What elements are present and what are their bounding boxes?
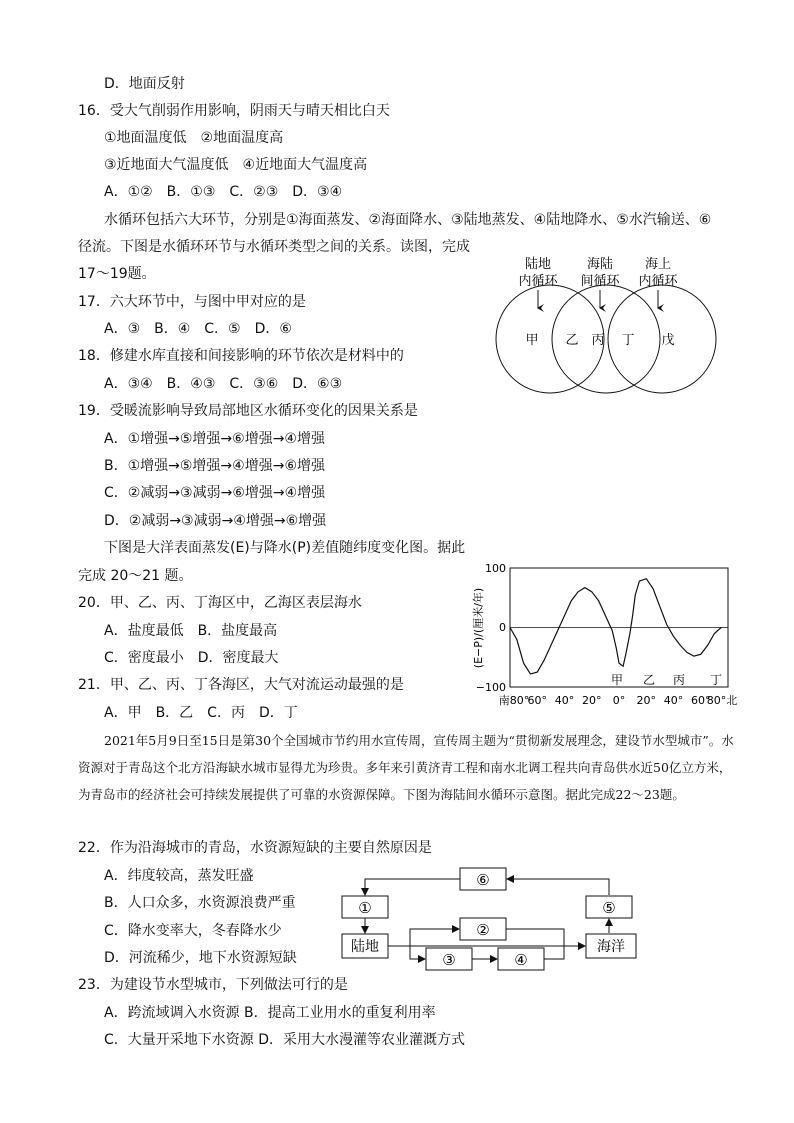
xtick-3: 20° <box>582 694 602 707</box>
water-cycle-diagram <box>336 860 652 980</box>
q19-option-d: D．②减弱→③减弱→④增强→⑥增强 <box>104 513 327 529</box>
q19-stem: 19．受暖流影响导致局部地区水循环变化的因果关系是 <box>78 403 418 419</box>
node-2-label: ② <box>476 921 490 939</box>
arrow-5-to-6 <box>507 879 609 895</box>
zone-label-ding: 丁 <box>709 673 723 687</box>
intro-17-19-line1: 水循环包括六大环节，分别是①海面蒸发、②海面降水、③陆地蒸发、④陆地降水、⑤水汽输送、⑥ <box>104 212 712 228</box>
q21-stem: 21．甲、乙、丙、丁各海区，大气对流运动最强的是 <box>78 677 404 693</box>
zone-label-bing: 丙 <box>672 673 686 687</box>
venn-circle-land <box>496 285 604 393</box>
intro-17-19-line3: 17～19题。 <box>78 266 156 282</box>
zone-label-jia: 甲 <box>610 673 624 687</box>
q19-option-b: B．①增强→⑤增强→④增强→⑥增强 <box>104 458 325 474</box>
q20-options-ab: A．盐度最低 B．盐度最高 <box>104 623 278 639</box>
xtick-8: 80°北 <box>706 694 738 707</box>
ytick-minus100: −100 <box>475 681 506 694</box>
node-1-label: ① <box>358 899 372 917</box>
node-land-label: 陆地 <box>351 939 379 955</box>
q21-options: A．甲 B．乙 C．丙 D．丁 <box>104 705 298 721</box>
q18-stem: 18．修建水库直接和间接影响的环节依次是材料中的 <box>78 348 404 364</box>
q16-stem: 16．受大气削弱作用影响，阴雨天与晴天相比白天 <box>78 103 390 119</box>
q16-statements-1: ①地面温度低 ②地面温度高 <box>104 130 284 146</box>
node-6-label: ⑥ <box>476 871 490 889</box>
node-3-label: ③ <box>442 951 456 969</box>
xtick-5: 20° <box>636 694 656 707</box>
arrow-land-to-3 <box>410 946 425 959</box>
ep-latitude-chart <box>466 558 742 710</box>
node-4-label: ④ <box>514 951 528 969</box>
q22-option-c: C．降水变率大，冬春降水少 <box>104 923 282 939</box>
node-5-label: ⑤ <box>602 899 616 917</box>
venn-region-jia: 甲 <box>525 333 539 348</box>
q19-option-a: A．①增强→⑤增强→⑥增强→④增强 <box>104 431 325 447</box>
xtick-1: 60° <box>527 694 547 707</box>
q19-option-c: C．②减弱→③减弱→⑥增强→④增强 <box>104 485 326 501</box>
node-ocean-label: 海洋 <box>597 939 625 955</box>
venn-region-ding: 丁 <box>621 333 635 348</box>
zone-label-yi: 乙 <box>642 673 656 687</box>
venn-header-sealand-1: 海陆 <box>586 257 614 272</box>
q17-stem: 17．六大环节中，与图中甲对应的是 <box>78 294 306 310</box>
q23-options-cd: C．大量开采地下水资源 D．采用大水漫灌等农业灌溉方式 <box>104 1032 466 1048</box>
venn-region-bing: 丙 <box>591 333 605 348</box>
venn-header-land-1: 陆地 <box>524 257 552 272</box>
intro-20-21-line2: 完成 20～21 题。 <box>78 568 193 584</box>
arrow-2-to-ocean <box>506 929 564 946</box>
venn-header-sea-2: 内循环 <box>638 274 678 289</box>
intro-17-19-line2: 径流。下图是水循环环节与水循环类型之间的关系。读图，完成 <box>78 239 470 255</box>
xtick-0: 南80° <box>498 694 530 707</box>
xtick-6: 40° <box>663 694 684 707</box>
q22-stem: 22．作为沿海城市的青岛，水资源短缺的主要自然原因是 <box>78 840 432 856</box>
venn-diagram <box>488 250 720 400</box>
arrow-land-to-2 <box>410 929 459 946</box>
q15-option-d: D．地面反射 <box>104 76 185 92</box>
venn-header-sealand-2: 间循环 <box>580 274 620 289</box>
passage-22-23: 2021年5月9日至15日是第30个全国城市节约用水宣传周，宣传周主题为“贯彻新发展理念，建设节水型城市”。水资源对于青岛这个北方沿海缺水城市显得尤为珍贵。多年来引黄济青工程和南水北调工程共向青岛供水近50亿立方米，为青岛市的经济社会可持续发展提供了可靠的水资源保障。下图为海陆间水循环示意图。据此完成22～23题。 <box>78 733 734 802</box>
arrow-4-to-ocean <box>544 946 564 959</box>
q16-statements-2: ③近地面大气温度低 ④近地面大气温度高 <box>104 157 368 173</box>
q22-option-a: A．纬度较高，蒸发旺盛 <box>104 868 254 884</box>
q23-stem: 23．为建设节水型城市，下列做法可行的是 <box>78 977 348 993</box>
ytick-100: 100 <box>485 562 506 575</box>
venn-region-yi: 乙 <box>565 333 579 348</box>
arrow-6-to-1 <box>365 879 460 895</box>
q16-options: A．①② B．①③ C．②③ D．③④ <box>104 184 343 200</box>
venn-header-land-2: 内循环 <box>518 274 558 289</box>
q18-options: A．③④ B．④③ C．③⑥ D．⑥③ <box>104 376 343 392</box>
chart-ylabel: (E−P)/(厘米/年) <box>472 587 485 669</box>
venn-header-sea-1: 海上 <box>644 257 672 272</box>
q23-options-ab: A．跨流域调入水资源 B．提高工业用水的重复利用率 <box>104 1005 436 1021</box>
q17-options: A．③ B．④ C．⑤ D．⑥ <box>104 321 292 337</box>
intro-20-21-line1: 下图是大洋表面蒸发(E)与降水(P)差值随纬度变化图。据此 <box>104 540 466 556</box>
ytick-0: 0 <box>499 621 506 634</box>
q20-options-cd: C．密度最小 D．密度最大 <box>104 650 279 666</box>
q22-option-b: B．人口众多，水资源浪费严重 <box>104 895 296 911</box>
ep-series-line <box>510 579 721 674</box>
xtick-7: 60° <box>691 694 711 707</box>
venn-region-wu: 戊 <box>661 333 675 348</box>
q20-stem: 20．甲、乙、丙、丁海区中，乙海区表层海水 <box>78 595 362 611</box>
xtick-4: 0° <box>612 694 626 707</box>
xtick-2: 40° <box>554 694 575 707</box>
q22-option-d: D．河流稀少，地下水资源短缺 <box>104 950 297 966</box>
